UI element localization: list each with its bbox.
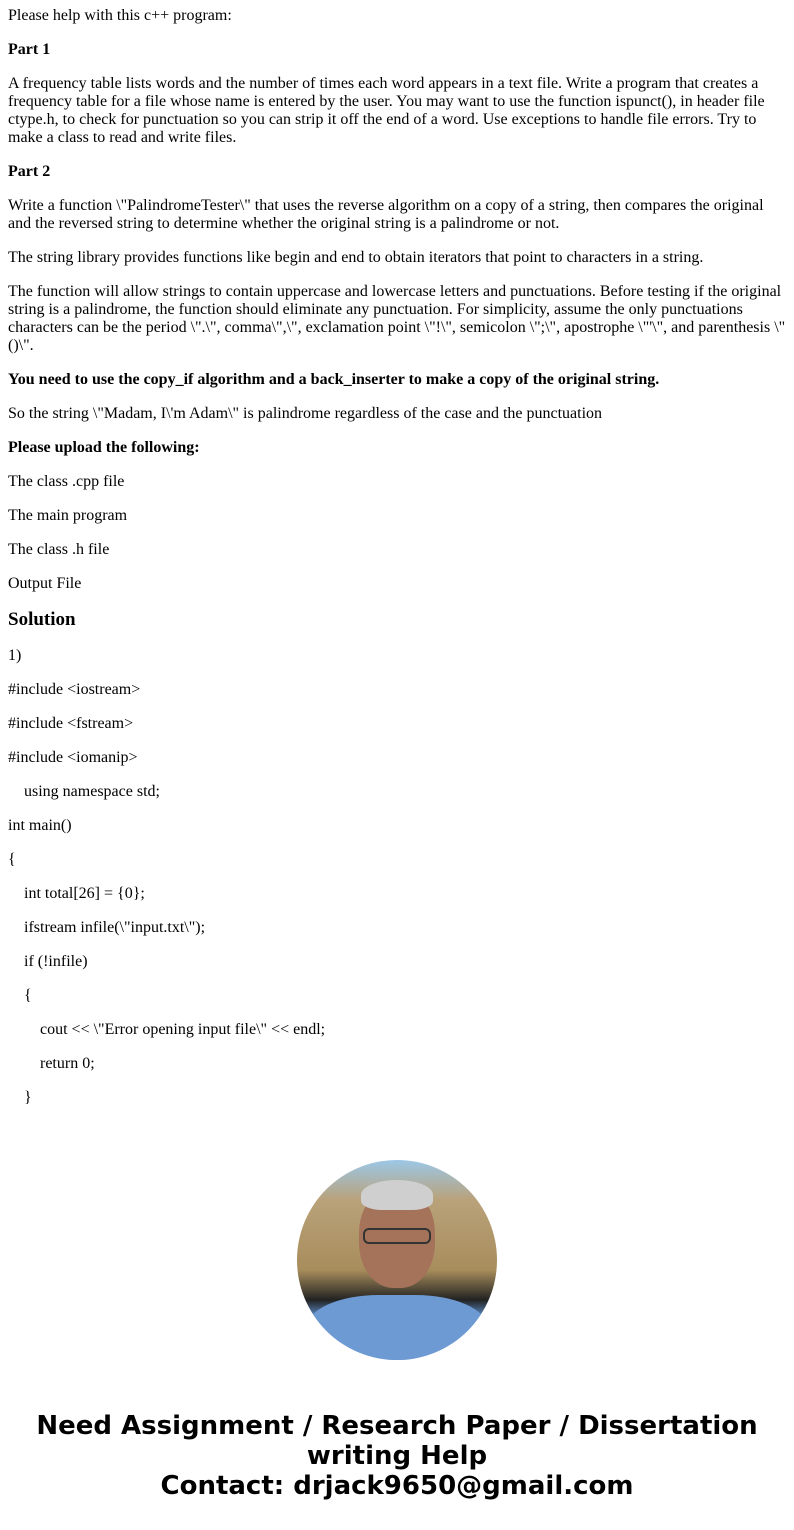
part2-bold-requirement: You need to use the copy_if algorithm and a back_inserter to make a copy of the original string. <box>8 371 660 388</box>
solution-heading: Solution <box>8 609 76 630</box>
part1-text: A frequency table lists words and the number of times each word appears in a text file. Write a program that creates a frequency table for a file whose name is entered by the user. You may want to use the function ispunct(), in header file ctype.h, to check for punctuation so you can strip it off the end of a word. Use exceptions to handle file errors. Try to make a class to read and write files. <box>8 75 765 146</box>
upload-heading: Please upload the following: <box>8 439 200 456</box>
upload-item: The main program <box>8 507 128 524</box>
upload-item: The class .h file <box>8 541 110 558</box>
upload-item: The class .cpp file <box>8 473 125 490</box>
part1-heading: Part 1 <box>8 41 51 58</box>
code-line: { <box>8 851 16 868</box>
part2-heading: Part 2 <box>8 163 51 180</box>
code-line: #include <fstream> <box>8 715 134 732</box>
code-line: #include <iostream> <box>8 681 141 698</box>
code-line: return 0; <box>40 1055 95 1072</box>
part2-text-1: Write a function \"PalindromeTester\" that uses the reverse algorithm on a copy of a string, then compares the original and the reversed string to determine whether the original string is a palindrome or not. <box>8 197 764 232</box>
upload-item: Output File <box>8 575 82 592</box>
code-line: #include <iomanip> <box>8 749 138 766</box>
code-line: ifstream infile(\"input.txt\"); <box>24 919 206 936</box>
author-avatar <box>297 1160 497 1360</box>
code-line: } <box>24 1089 32 1106</box>
code-line: using namespace std; <box>24 783 160 800</box>
intro-text: Please help with this c++ program: <box>8 7 232 24</box>
part2-text-3: The function will allow strings to contain uppercase and lowercase letters and punctuations. Before testing if the original string is a palindrome, the function should eliminate any punctuation. For simplicity, assume the only punctuations characters can be the period \".\", comma\",\", exclamation point \"!\", semicolon \";\", apostrophe \"'\", and parenthesis \"()\". <box>8 283 786 354</box>
contact-banner <box>0 1411 794 1501</box>
code-line: int main() <box>8 817 72 834</box>
part2-text-4: So the string \"Madam, I\'m Adam\" is palindrome regardless of the case and the punctuation <box>8 405 603 422</box>
code-line: { <box>24 987 32 1004</box>
avatar-hair <box>361 1180 433 1210</box>
document-body <box>0 7 794 1107</box>
code-line: int total[26] = {0}; <box>24 885 145 902</box>
avatar-glasses <box>363 1228 431 1244</box>
banner-line-1: Need Assignment / Research Paper / Dissertation <box>36 1411 758 1441</box>
avatar-shirt <box>307 1295 487 1360</box>
banner-line-2: writing Help <box>306 1441 488 1471</box>
banner-contact: Contact: drjack9650@gmail.com <box>160 1471 634 1501</box>
code-line: 1) <box>8 647 22 664</box>
code-line: cout << \"Error opening input file\" << endl; <box>40 1021 326 1038</box>
code-line: if (!infile) <box>24 953 88 970</box>
part2-text-2: The string library provides functions like begin and end to obtain iterators that point to characters in a string. <box>8 249 704 266</box>
